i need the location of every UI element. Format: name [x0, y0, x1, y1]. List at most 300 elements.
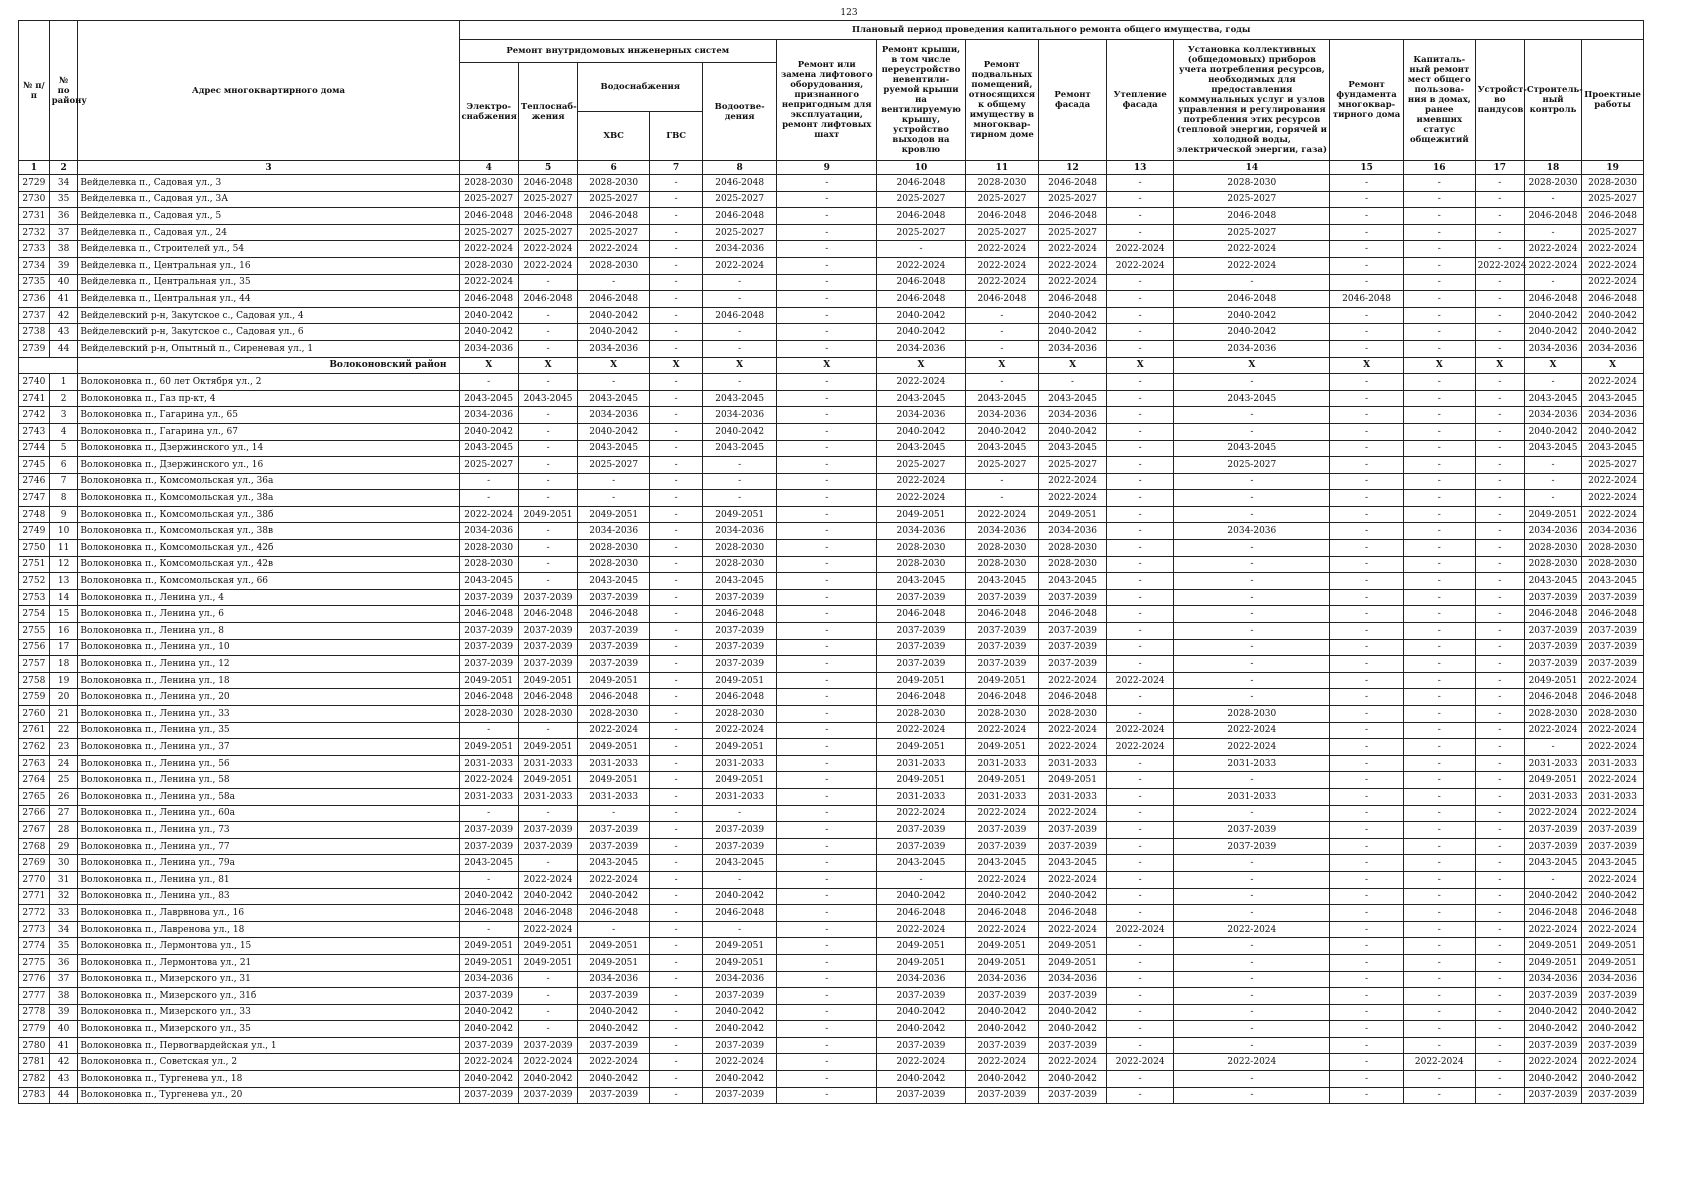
- district-number: 30: [49, 855, 78, 872]
- period-cell: 2037-2039: [459, 639, 518, 656]
- period-cell: 2037-2039: [1524, 838, 1581, 855]
- period-cell: 2034-2036: [1582, 523, 1644, 540]
- period-cell: 2046-2048: [1582, 905, 1644, 922]
- period-cell: 2043-2045: [1039, 440, 1107, 457]
- district-number: 34: [49, 921, 78, 938]
- period-cell: 2040-2042: [578, 1071, 650, 1088]
- period-cell: 2028-2030: [703, 556, 777, 573]
- period-cell: 2022-2024: [1582, 739, 1644, 756]
- period-cell: 2037-2039: [877, 639, 965, 656]
- period-cell: 2046-2048: [1174, 291, 1330, 308]
- period-cell: -: [777, 656, 877, 673]
- period-cell: 2046-2048: [703, 606, 777, 623]
- period-cell: -: [578, 374, 650, 391]
- period-cell: 2028-2030: [459, 706, 518, 723]
- period-cell: -: [1330, 407, 1404, 424]
- period-cell: -: [777, 457, 877, 474]
- period-cell: -: [1330, 473, 1404, 490]
- period-cell: -: [650, 822, 703, 839]
- period-cell: 2040-2042: [459, 888, 518, 905]
- period-cell: -: [777, 871, 877, 888]
- period-cell: 2022-2024: [518, 1054, 577, 1071]
- period-cell: -: [777, 473, 877, 490]
- period-cell: -: [518, 473, 577, 490]
- period-cell: -: [777, 1071, 877, 1088]
- address-cell: Вейделевка п., Садовая ул., 3: [78, 175, 459, 192]
- period-cell: -: [1330, 722, 1404, 739]
- period-cell: -: [1106, 938, 1174, 955]
- period-cell: 2040-2042: [877, 324, 965, 341]
- period-cell: -: [1330, 656, 1404, 673]
- row-number: 2742: [19, 407, 50, 424]
- period-cell: -: [1174, 905, 1330, 922]
- period-cell: 2040-2042: [578, 307, 650, 324]
- address-cell: Волоконовка п., Первогвардейская ул., 1: [78, 1037, 459, 1054]
- period-cell: 2040-2042: [1524, 888, 1581, 905]
- period-cell: -: [650, 938, 703, 955]
- section-mark: X: [518, 357, 577, 374]
- row-number: 2732: [19, 224, 50, 241]
- period-cell: 2049-2051: [965, 772, 1039, 789]
- table-row: [19, 871, 1644, 888]
- column-number: 16: [1403, 161, 1475, 175]
- section-mark: X: [877, 357, 965, 374]
- period-cell: 2043-2045: [965, 855, 1039, 872]
- period-cell: 2037-2039: [459, 838, 518, 855]
- period-cell: 2046-2048: [703, 175, 777, 192]
- period-cell: -: [777, 307, 877, 324]
- period-cell: -: [1403, 1021, 1475, 1038]
- period-cell: 2040-2042: [578, 1004, 650, 1021]
- period-cell: -: [1174, 1087, 1330, 1104]
- column-number: 17: [1475, 161, 1524, 175]
- col-district-no-header: № по району: [49, 21, 78, 161]
- period-cell: -: [1330, 988, 1404, 1005]
- period-cell: -: [1330, 606, 1404, 623]
- period-cell: 2040-2042: [965, 1021, 1039, 1038]
- table-row: [19, 623, 1644, 640]
- period-cell: -: [650, 274, 703, 291]
- period-cell: -: [1330, 689, 1404, 706]
- address-cell: Волоконовка п., Лермонтова ул., 21: [78, 954, 459, 971]
- district-number: 4: [49, 423, 78, 440]
- period-cell: -: [1106, 855, 1174, 872]
- period-cell: -: [518, 423, 577, 440]
- period-cell: -: [1403, 656, 1475, 673]
- period-cell: 2022-2024: [1039, 871, 1107, 888]
- period-cell: -: [1330, 938, 1404, 955]
- period-cell: -: [1330, 423, 1404, 440]
- period-cell: 2034-2036: [1174, 340, 1330, 357]
- row-number: 2765: [19, 788, 50, 805]
- period-cell: 2040-2042: [1039, 1021, 1107, 1038]
- period-cell: 2046-2048: [1524, 291, 1581, 308]
- period-cell: 2037-2039: [1582, 1087, 1644, 1104]
- drain-header: Водоотве-дения: [703, 63, 777, 161]
- period-cell: 2037-2039: [1582, 1037, 1644, 1054]
- column-number: 8: [703, 161, 777, 175]
- period-cell: -: [650, 971, 703, 988]
- period-cell: 2049-2051: [459, 938, 518, 955]
- district-number: 6: [49, 457, 78, 474]
- period-cell: 2037-2039: [703, 623, 777, 640]
- period-cell: 2022-2024: [578, 241, 650, 258]
- period-cell: -: [1475, 241, 1524, 258]
- row-number: 2734: [19, 257, 50, 274]
- row-number: 2761: [19, 722, 50, 739]
- period-cell: -: [1174, 971, 1330, 988]
- period-cell: -: [1403, 1087, 1475, 1104]
- district-number: 38: [49, 988, 78, 1005]
- section-mark: X: [777, 357, 877, 374]
- period-cell: 2049-2051: [518, 938, 577, 955]
- period-cell: -: [1106, 589, 1174, 606]
- period-cell: 2022-2024: [1039, 241, 1107, 258]
- period-cell: 2022-2024: [1039, 805, 1107, 822]
- period-cell: -: [459, 921, 518, 938]
- period-cell: -: [1330, 324, 1404, 341]
- table-row: [19, 241, 1644, 258]
- period-cell: -: [1475, 224, 1524, 241]
- address-cell: Волоконовка п., Советская ул., 2: [78, 1054, 459, 1071]
- period-cell: -: [703, 921, 777, 938]
- period-cell: 2028-2030: [877, 540, 965, 557]
- period-cell: -: [1106, 871, 1174, 888]
- section-mark: X: [1039, 357, 1107, 374]
- period-cell: 2037-2039: [1524, 1087, 1581, 1104]
- period-cell: 2022-2024: [1174, 722, 1330, 739]
- period-cell: -: [650, 556, 703, 573]
- period-cell: 2046-2048: [877, 291, 965, 308]
- period-cell: 2034-2036: [1524, 523, 1581, 540]
- roof-header: Ремонт крыши, в том числе переустройство невентили-руемой крыши на вентилируемую крышу, устройство выходов на кровлю: [877, 40, 965, 161]
- period-cell: 2037-2039: [1524, 623, 1581, 640]
- period-cell: 2025-2027: [1174, 191, 1330, 208]
- table-row: [19, 739, 1644, 756]
- control-header: Строитель-ный контроль: [1524, 40, 1581, 161]
- row-number: 2772: [19, 905, 50, 922]
- period-cell: 2022-2024: [877, 921, 965, 938]
- period-cell: 2037-2039: [1524, 988, 1581, 1005]
- period-cell: -: [1330, 340, 1404, 357]
- period-cell: -: [1330, 838, 1404, 855]
- period-cell: 2022-2024: [1174, 739, 1330, 756]
- period-cell: 2034-2036: [703, 523, 777, 540]
- table-row: [19, 589, 1644, 606]
- period-cell: 2028-2030: [703, 540, 777, 557]
- period-cell: -: [1174, 772, 1330, 789]
- period-cell: -: [1330, 457, 1404, 474]
- table-row: [19, 639, 1644, 656]
- period-cell: -: [650, 324, 703, 341]
- period-cell: 2037-2039: [578, 838, 650, 855]
- period-cell: 2040-2042: [459, 307, 518, 324]
- row-number: 2737: [19, 307, 50, 324]
- period-cell: 2037-2039: [877, 822, 965, 839]
- period-cell: -: [1106, 1087, 1174, 1104]
- section-mark: X: [1475, 357, 1524, 374]
- period-cell: -: [650, 1004, 703, 1021]
- period-cell: 2037-2039: [578, 589, 650, 606]
- period-cell: -: [459, 374, 518, 391]
- period-cell: -: [518, 540, 577, 557]
- period-cell: -: [1106, 208, 1174, 225]
- section-mark: X: [1174, 357, 1330, 374]
- period-cell: -: [1403, 440, 1475, 457]
- period-cell: 2028-2030: [1582, 540, 1644, 557]
- period-cell: 2037-2039: [1039, 589, 1107, 606]
- table-row: [19, 706, 1644, 723]
- period-cell: 2022-2024: [1524, 805, 1581, 822]
- period-cell: -: [1106, 506, 1174, 523]
- period-cell: -: [777, 191, 877, 208]
- table-row: [19, 971, 1644, 988]
- period-cell: 2049-2051: [518, 506, 577, 523]
- address-cell: Волоконовка п., Ленина ул., 33: [78, 706, 459, 723]
- period-cell: -: [650, 407, 703, 424]
- section-mark: X: [1582, 357, 1644, 374]
- repair-schedule-table: [18, 20, 1644, 1104]
- period-cell: 2043-2045: [703, 855, 777, 872]
- period-cell: -: [1475, 822, 1524, 839]
- period-cell: 2031-2033: [1582, 755, 1644, 772]
- period-cell: -: [1475, 905, 1524, 922]
- period-cell: 2049-2051: [965, 739, 1039, 756]
- period-cell: -: [1330, 257, 1404, 274]
- period-cell: -: [1330, 855, 1404, 872]
- period-cell: 2046-2048: [1524, 905, 1581, 922]
- period-cell: 2028-2030: [518, 706, 577, 723]
- period-cell: 2043-2045: [877, 855, 965, 872]
- address-cell: Волоконовка п., 60 лет Октября ул., 2: [78, 374, 459, 391]
- dorm-header: Капиталь-ный ремонт мест общего пользова-ния в домах, ранее имевших статус общежитий: [1403, 40, 1475, 161]
- table-row: [19, 423, 1644, 440]
- period-cell: -: [703, 291, 777, 308]
- period-cell: 2022-2024: [1582, 274, 1644, 291]
- period-cell: -: [1106, 706, 1174, 723]
- period-cell: -: [1330, 1087, 1404, 1104]
- period-cell: 2022-2024: [1174, 241, 1330, 258]
- period-cell: -: [1106, 623, 1174, 640]
- period-cell: 2022-2024: [1039, 739, 1107, 756]
- period-cell: 2046-2048: [877, 175, 965, 192]
- period-cell: -: [1403, 1037, 1475, 1054]
- period-cell: -: [1106, 490, 1174, 507]
- district-number: 20: [49, 689, 78, 706]
- period-cell: 2022-2024: [518, 257, 577, 274]
- period-cell: -: [1106, 838, 1174, 855]
- period-cell: -: [1475, 954, 1524, 971]
- period-cell: 2031-2033: [1039, 755, 1107, 772]
- period-cell: -: [650, 905, 703, 922]
- period-cell: -: [777, 755, 877, 772]
- period-cell: -: [518, 407, 577, 424]
- period-cell: -: [1475, 490, 1524, 507]
- address-cell: Волоконовка п., Ленина ул., 6: [78, 606, 459, 623]
- period-cell: -: [1330, 1071, 1404, 1088]
- period-cell: -: [777, 274, 877, 291]
- address-cell: Волоконовка п., Комсомольская ул., 42б: [78, 540, 459, 557]
- period-cell: 2028-2030: [965, 540, 1039, 557]
- period-cell: 2046-2048: [703, 208, 777, 225]
- period-cell: 2040-2042: [1524, 1021, 1581, 1038]
- period-cell: 2022-2024: [518, 241, 577, 258]
- period-cell: -: [1524, 490, 1581, 507]
- period-cell: -: [1475, 473, 1524, 490]
- period-cell: -: [1174, 490, 1330, 507]
- period-cell: -: [1403, 257, 1475, 274]
- period-cell: 2034-2036: [965, 971, 1039, 988]
- period-cell: -: [650, 606, 703, 623]
- period-cell: 2046-2048: [1039, 291, 1107, 308]
- period-cell: 2049-2051: [578, 672, 650, 689]
- period-cell: -: [777, 573, 877, 590]
- period-cell: -: [1524, 739, 1581, 756]
- period-cell: 2043-2045: [459, 573, 518, 590]
- period-cell: -: [518, 971, 577, 988]
- period-cell: 2028-2030: [578, 175, 650, 192]
- row-number: 2758: [19, 672, 50, 689]
- period-cell: 2043-2045: [1039, 573, 1107, 590]
- period-cell: -: [1475, 175, 1524, 192]
- row-number: 2754: [19, 606, 50, 623]
- period-cell: -: [1106, 606, 1174, 623]
- period-cell: 2037-2039: [965, 822, 1039, 839]
- period-cell: -: [703, 340, 777, 357]
- period-cell: 2040-2042: [1524, 324, 1581, 341]
- period-cell: 2037-2039: [703, 639, 777, 656]
- period-cell: 2043-2045: [1582, 855, 1644, 872]
- period-cell: -: [1174, 473, 1330, 490]
- period-cell: 2040-2042: [578, 324, 650, 341]
- address-cell: Волоконовка п., Мизерского ул., 31б: [78, 988, 459, 1005]
- period-cell: -: [1403, 672, 1475, 689]
- address-cell: Вейделевка п., Садовая ул., 3А: [78, 191, 459, 208]
- address-cell: Волоконовка п., Ленина ул., 35: [78, 722, 459, 739]
- period-cell: -: [777, 257, 877, 274]
- period-cell: 2022-2024: [1582, 241, 1644, 258]
- table-row: [19, 1054, 1644, 1071]
- period-cell: 2022-2024: [1039, 274, 1107, 291]
- ramps-header: Устройст-во пандусов: [1475, 40, 1524, 161]
- table-row: [19, 291, 1644, 308]
- period-cell: -: [1403, 855, 1475, 872]
- period-cell: 2025-2027: [518, 191, 577, 208]
- period-cell: -: [1174, 871, 1330, 888]
- district-number: 36: [49, 208, 78, 225]
- period-cell: 2046-2048: [1582, 606, 1644, 623]
- period-cell: 2031-2033: [459, 788, 518, 805]
- period-cell: 2049-2051: [459, 672, 518, 689]
- period-cell: 2046-2048: [1330, 291, 1404, 308]
- period-cell: -: [518, 805, 577, 822]
- district-name: Волоконовский район: [78, 357, 459, 374]
- period-cell: 2022-2024: [1582, 871, 1644, 888]
- period-cell: -: [1403, 556, 1475, 573]
- period-cell: -: [1106, 888, 1174, 905]
- period-cell: -: [1330, 390, 1404, 407]
- period-cell: -: [703, 473, 777, 490]
- period-cell: 2046-2048: [877, 606, 965, 623]
- period-cell: -: [518, 274, 577, 291]
- period-cell: 2028-2030: [877, 556, 965, 573]
- period-cell: -: [777, 822, 877, 839]
- period-cell: 2049-2051: [459, 954, 518, 971]
- period-cell: 2046-2048: [459, 208, 518, 225]
- table-row: [19, 224, 1644, 241]
- period-cell: 2037-2039: [1039, 838, 1107, 855]
- period-cell: 2022-2024: [877, 374, 965, 391]
- period-cell: 2037-2039: [578, 988, 650, 1005]
- period-cell: 2040-2042: [1039, 307, 1107, 324]
- period-cell: 2022-2024: [965, 805, 1039, 822]
- period-cell: -: [777, 440, 877, 457]
- district-number: 35: [49, 191, 78, 208]
- period-cell: 2040-2042: [1582, 423, 1644, 440]
- address-cell: Вейделевка п., Садовая ул., 24: [78, 224, 459, 241]
- period-cell: -: [1403, 722, 1475, 739]
- period-cell: 2049-2051: [578, 938, 650, 955]
- period-cell: 2043-2045: [703, 573, 777, 590]
- address-cell: Волоконовка п., Ленина ул., 8: [78, 623, 459, 640]
- period-cell: 2037-2039: [459, 656, 518, 673]
- period-cell: 2022-2024: [459, 772, 518, 789]
- period-cell: -: [1106, 1071, 1174, 1088]
- row-number: 2783: [19, 1087, 50, 1104]
- row-number: 2776: [19, 971, 50, 988]
- period-cell: -: [1403, 639, 1475, 656]
- period-cell: -: [1403, 224, 1475, 241]
- period-cell: -: [703, 274, 777, 291]
- period-cell: 2034-2036: [1039, 971, 1107, 988]
- period-cell: 2043-2045: [578, 440, 650, 457]
- period-cell: -: [1475, 208, 1524, 225]
- period-cell: 2043-2045: [703, 440, 777, 457]
- period-cell: -: [1106, 689, 1174, 706]
- period-cell: 2049-2051: [877, 672, 965, 689]
- period-cell: 2037-2039: [578, 639, 650, 656]
- district-number: 15: [49, 606, 78, 623]
- row-number: 2766: [19, 805, 50, 822]
- period-cell: 2034-2036: [1174, 523, 1330, 540]
- period-cell: -: [1330, 755, 1404, 772]
- period-cell: 2046-2048: [1039, 689, 1107, 706]
- period-cell: 2028-2030: [703, 706, 777, 723]
- period-cell: 2049-2051: [518, 672, 577, 689]
- period-cell: -: [777, 855, 877, 872]
- row-number: 2736: [19, 291, 50, 308]
- period-cell: 2022-2024: [1039, 1054, 1107, 1071]
- period-cell: 2031-2033: [1039, 788, 1107, 805]
- period-cell: -: [650, 224, 703, 241]
- period-cell: -: [1106, 374, 1174, 391]
- period-cell: -: [777, 639, 877, 656]
- period-cell: 2049-2051: [1524, 954, 1581, 971]
- period-cell: -: [1475, 988, 1524, 1005]
- period-cell: -: [777, 340, 877, 357]
- district-number: 29: [49, 838, 78, 855]
- district-number: 25: [49, 772, 78, 789]
- period-cell: 2037-2039: [518, 1087, 577, 1104]
- period-cell: -: [1475, 423, 1524, 440]
- period-cell: 2025-2027: [578, 224, 650, 241]
- period-cell: 2049-2051: [578, 954, 650, 971]
- period-cell: -: [518, 855, 577, 872]
- period-cell: -: [518, 556, 577, 573]
- period-cell: -: [518, 307, 577, 324]
- period-cell: 2040-2042: [459, 1071, 518, 1088]
- period-cell: 2022-2024: [1106, 722, 1174, 739]
